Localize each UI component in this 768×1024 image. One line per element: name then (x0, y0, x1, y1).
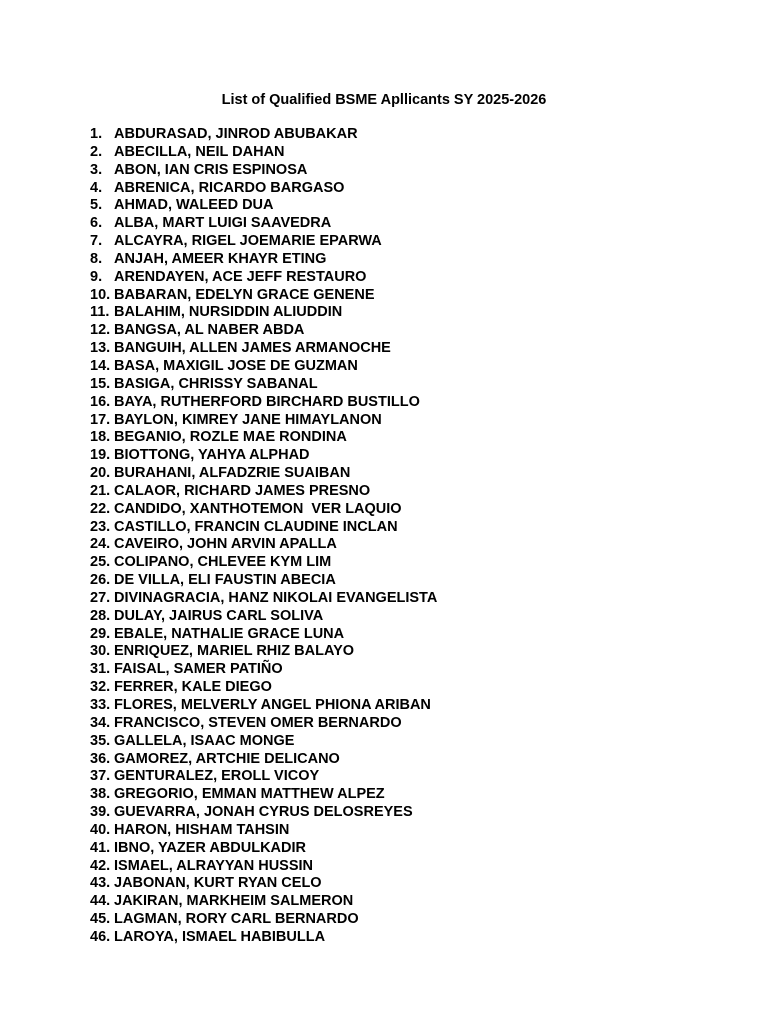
list-item (90, 893, 437, 911)
list-item-name: DE VILLA, ELI FAUSTIN ABECIA (114, 572, 336, 589)
list-item (90, 358, 437, 376)
list-item-number: 8. (90, 250, 103, 267)
list-item-name: BAYLON, KIMREY JANE HIMAYLANON (114, 411, 382, 428)
list-item-name: AHMAD, WALEED DUA (114, 197, 274, 214)
list-item (90, 501, 437, 519)
list-item (90, 429, 437, 447)
list-item-number: 29. (90, 625, 111, 642)
list-item-number: 37. (90, 768, 111, 785)
list-item-number: 10. (90, 286, 111, 303)
list-item-name: GENTURALEZ, EROLL VICOY (114, 768, 320, 785)
list-item-name: ALBA, MART LUIGI SAAVEDRA (114, 215, 332, 232)
list-item (90, 304, 437, 322)
list-item-number: 5. (90, 197, 103, 214)
list-item-name: LAGMAN, RORY CARL BERNARDO (114, 911, 359, 928)
list-item (90, 287, 437, 305)
list-item (90, 715, 437, 733)
list-item-number: 3. (90, 161, 103, 178)
list-item (90, 126, 437, 144)
list-item-name: CALAOR, RICHARD JAMES PRESNO (114, 482, 371, 499)
list-item-name: ABON, IAN CRIS ESPINOSA (114, 161, 308, 178)
list-item (90, 875, 437, 893)
list-item-number: 6. (90, 215, 103, 232)
list-item-name: FRANCISCO, STEVEN OMER BERNARDO (114, 714, 402, 731)
list-item-number: 9. (90, 268, 103, 285)
list-item-number: 12. (90, 322, 111, 339)
list-item-number: 16. (90, 393, 111, 410)
list-item-name: EBALE, NATHALIE GRACE LUNA (114, 625, 345, 642)
list-item-name: DULAY, JAIRUS CARL SOLIVA (114, 607, 324, 624)
list-item (90, 233, 437, 251)
list-item-number: 17. (90, 411, 111, 428)
list-item (90, 590, 437, 608)
list-item (90, 162, 437, 180)
list-item (90, 447, 437, 465)
list-item-number: 24. (90, 536, 111, 553)
list-item (90, 804, 437, 822)
list-item (90, 340, 437, 358)
list-item-name: ENRIQUEZ, MARIEL RHIZ BALAYO (114, 643, 355, 660)
list-item-number: 18. (90, 429, 111, 446)
list-item-name: ABDURASAD, JINROD ABUBAKAR (114, 126, 358, 142)
list-item-name: BAYA, RUTHERFORD BIRCHARD BUSTILLO (114, 393, 420, 410)
list-item-number: 30. (90, 643, 111, 660)
list-item-number: 14. (90, 357, 111, 374)
list-item-name: ABRENICA, RICARDO BARGASO (114, 179, 345, 196)
list-item-name: BANGSA, AL NABER ABDA (114, 322, 305, 339)
list-item-name: BIOTTONG, YAHYA ALPHAD (114, 447, 310, 464)
list-item (90, 697, 437, 715)
list-item-name: BASA, MAXIGIL JOSE DE GUZMAN (114, 357, 358, 374)
list-item (90, 929, 437, 947)
list-item-number: 35. (90, 732, 111, 749)
list-item-name: CANDIDO, XANTHOTEMON VER LAQUIO (114, 500, 402, 517)
list-item-number: 45. (90, 911, 111, 928)
list-item-number: 38. (90, 786, 111, 803)
list-item-number: 15. (90, 375, 111, 392)
list-item-name: JABONAN, KURT RYAN CELO (114, 875, 322, 892)
list-item-name: ABECILLA, NEIL DAHAN (114, 143, 285, 160)
list-item-number: 40. (90, 821, 111, 838)
list-item (90, 197, 437, 215)
list-item-name: FERRER, KALE DIEGO (114, 679, 272, 696)
list-item (90, 822, 437, 840)
list-item-number: 42. (90, 857, 111, 874)
list-item-name: ALCAYRA, RIGEL JOEMARIE EPARWA (114, 233, 382, 250)
list-item-name: GREGORIO, EMMAN MATTHEW ALPEZ (114, 786, 385, 803)
list-item (90, 572, 437, 590)
list-item (90, 483, 437, 501)
list-item (90, 733, 437, 751)
list-item-number: 33. (90, 697, 111, 713)
list-item-number: 20. (90, 465, 111, 482)
list-item (90, 412, 437, 430)
list-item-name: GAMOREZ, ARTCHIE DELICANO (114, 750, 340, 767)
list-item (90, 322, 437, 340)
list-item (90, 180, 437, 198)
list-item-number: 31. (90, 661, 111, 678)
list-item-number: 28. (90, 607, 111, 624)
list-item-name: FLORES, MELVERLY ANGEL PHIONA ARIBAN (114, 697, 431, 713)
list-item (90, 215, 437, 233)
list-item (90, 911, 437, 929)
list-item (90, 768, 437, 786)
list-item-name: BABARAN, EDELYN GRACE GENENE (114, 286, 375, 303)
list-item (90, 376, 437, 394)
list-item-number: 26. (90, 572, 111, 589)
list-item-number: 27. (90, 589, 111, 606)
list-item (90, 786, 437, 804)
list-item (90, 554, 437, 572)
list-item-name: ARENDAYEN, ACE JEFF RESTAURO (114, 268, 367, 285)
list-item-number: 36. (90, 750, 111, 767)
list-item (90, 626, 437, 644)
list-item (90, 679, 437, 697)
list-item-name: DIVINAGRACIA, HANZ NIKOLAI EVANGELISTA (114, 589, 438, 606)
list-item-number: 46. (90, 928, 111, 945)
list-item-number: 41. (90, 839, 111, 856)
list-item-number: 23. (90, 518, 111, 535)
list-item-name: IBNO, YAZER ABDULKADIR (114, 839, 307, 856)
list-item (90, 465, 437, 483)
list-item (90, 858, 437, 876)
document-title: List of Qualified BSME Apllicants SY 2025-2026 (221, 92, 547, 108)
list-item (90, 643, 437, 661)
list-item-number: 21. (90, 482, 111, 499)
list-item-name: BALAHIM, NURSIDDIN ALIUDDIN (114, 304, 343, 321)
list-item-name: JAKIRAN, MARKHEIM SALMERON (114, 893, 354, 910)
list-item-name: BASIGA, CHRISSY SABANAL (114, 375, 318, 392)
list-item-name: GUEVARRA, JONAH CYRUS DELOSREYES (114, 804, 413, 821)
list-item-number: 39. (90, 804, 111, 821)
list-item-name: HARON, HISHAM TAHSIN (114, 821, 290, 838)
list-item-name: ANJAH, AMEER KHAYR ETING (114, 250, 327, 267)
list-item-number: 4. (90, 179, 103, 196)
list-item-number: 11. (90, 304, 110, 321)
list-item (90, 536, 437, 554)
list-item (90, 251, 437, 269)
list-item-name: CASTILLO, FRANCIN CLAUDINE INCLAN (114, 518, 398, 535)
list-item (90, 269, 437, 287)
list-item-number: 7. (90, 233, 103, 250)
list-item-number: 25. (90, 554, 111, 571)
list-item-name: LAROYA, ISMAEL HABIBULLA (114, 928, 326, 945)
list-item-name: BANGUIH, ALLEN JAMES ARMANOCHE (114, 340, 391, 357)
list-item (90, 608, 437, 626)
list-item-number: 2. (90, 143, 103, 160)
list-item (90, 394, 437, 412)
list-item-name: GALLELA, ISAAC MONGE (114, 732, 295, 749)
list-item (90, 840, 437, 858)
list-item-number: 22. (90, 500, 111, 517)
list-item-number: 32. (90, 679, 111, 696)
list-item-name: FAISAL, SAMER PATIÑO (114, 661, 283, 678)
list-item-name: BEGANIO, ROZLE MAE RONDINA (114, 429, 347, 446)
list-item (90, 519, 437, 537)
list-item-name: ISMAEL, ALRAYYAN HUSSIN (114, 857, 314, 874)
list-item-number: 13. (90, 340, 111, 357)
list-item (90, 144, 437, 162)
list-item-number: 19. (90, 447, 111, 464)
applicant-list (90, 126, 437, 947)
list-item-name: COLIPANO, CHLEVEE KYM LIM (114, 554, 332, 571)
list-item (90, 661, 437, 679)
list-item-number: 34. (90, 714, 111, 731)
list-item (90, 751, 437, 769)
list-item-name: BURAHANI, ALFADZRIE SUAIBAN (114, 465, 351, 482)
list-item-name: CAVEIRO, JOHN ARVIN APALLA (114, 536, 337, 553)
list-item-number: 44. (90, 893, 111, 910)
list-item-number: 43. (90, 875, 111, 892)
list-item-number: 1. (90, 126, 103, 142)
